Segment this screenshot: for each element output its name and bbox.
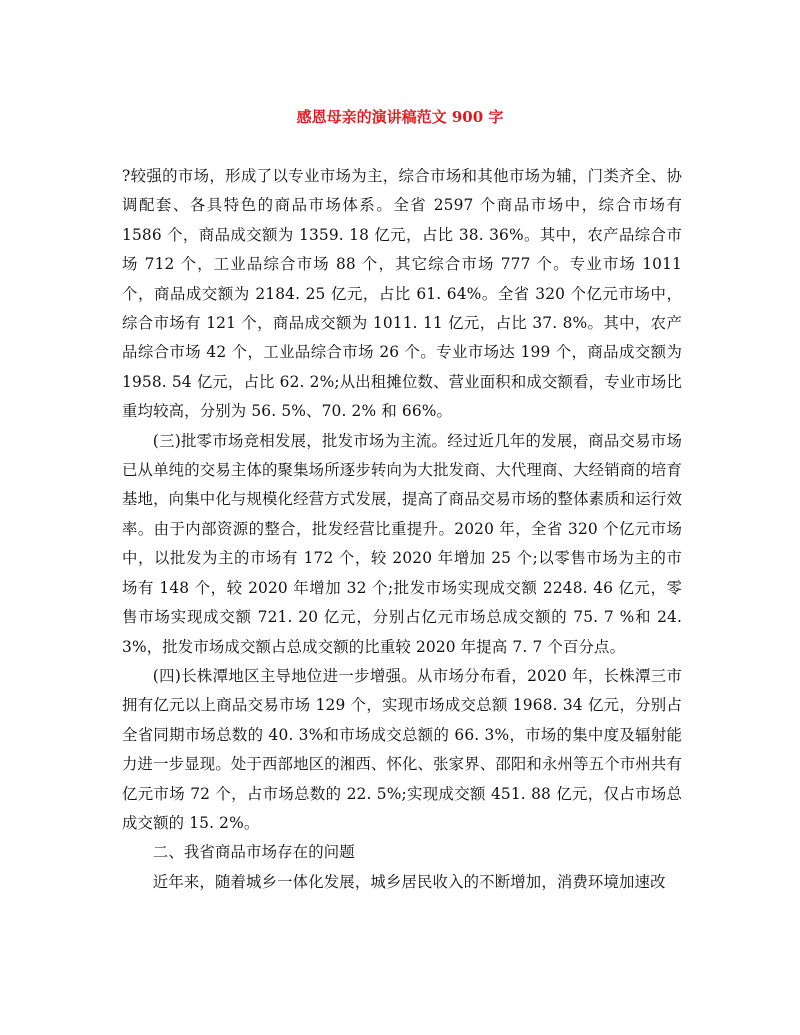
section-heading-problems: 二、我省商品市场存在的问题: [152, 843, 355, 862]
paragraph-changzhutan-region: (四)长株潭地区主导地位进一步增强。从市场分布看，2020 年，长株潭三市拥有亿元以上商品交易市场 129 个，实现市场成交总额 1968. 34 亿元，分别占全省同期市场总数的 40. 3%和市场成交总额的 66. 3%，市场的集中度及辐射能力进一步显现。处于西部地区的湘西、怀化、张家界、邵阳和永州等五个市州共有亿元市场 72 个，占市场总数的 22. 5%;实现成交额 451. 88 亿元，仅占市场总成交额的 15. 2%。: [122, 666, 682, 832]
paragraph-wholesale-retail: (三)批零市场竞相发展，批发市场为主流。经过近几年的发展，商品交易市场已从单纯的交易主体的聚集场所逐步转向为大批发商、大代理商、大经销商的培育基地，向集中化与规模化经营方式发展，提高了商品交易市场的整体素质和运行效率。由于内部资源的整合，批发经营比重提升。2020 年，全省 320 个亿元市场中，以批发为主的市场有 172 个，较 2020 年增加 25 个;以零售市场为主的市场有 148 个，较 2020 年增加 32 个;批发市场实现成交额 2248. 46 亿元，零售市场实现成交额 721. 20 亿元，分别占亿元市场总成交额的 75. 7 %和 24. 3%，批发市场成交额占总成交额的比重较 2020 年提高 7. 7 个百分点。: [122, 431, 682, 656]
paragraph-market-structure: ?较强的市场，形成了以专业市场为主，综合市场和其他市场为辅，门类齐全、协调配套、各具特色的商品市场体系。全省 2597 个商品市场中，综合市场有 1586 个，商品成交额为 1359. 18 亿元，占比 38. 36%。其中，农产品综合市场 712 个，工业品综合市场 88 个，其它综合市场 777 个。专业市场 1011 个，商品成交额为 2184. 25 亿元，占比 61. 64%。全省 320 个亿元市场中，综合市场有 121 个，商品成交额为 1011. 11 亿元，占比 37. 8%。其中，农产品综合市场 42 个，工业品综合市场 26 个。专业市场达 199 个，商品成交额为 1958. 54 亿元，占比 62. 2%;从出租摊位数、营业面积和成交额看，专业市场比重均较高，分别为 56. 5%、70. 2% 和 66%。: [122, 167, 682, 421]
document-body: [122, 162, 682, 897]
paragraph-recent-years: 近年来，随着城乡一体化发展，城乡居民收入的不断增加，消费环境加速改: [152, 872, 666, 891]
document-title: 感恩母亲的演讲稿范文 900 字: [296, 108, 504, 126]
